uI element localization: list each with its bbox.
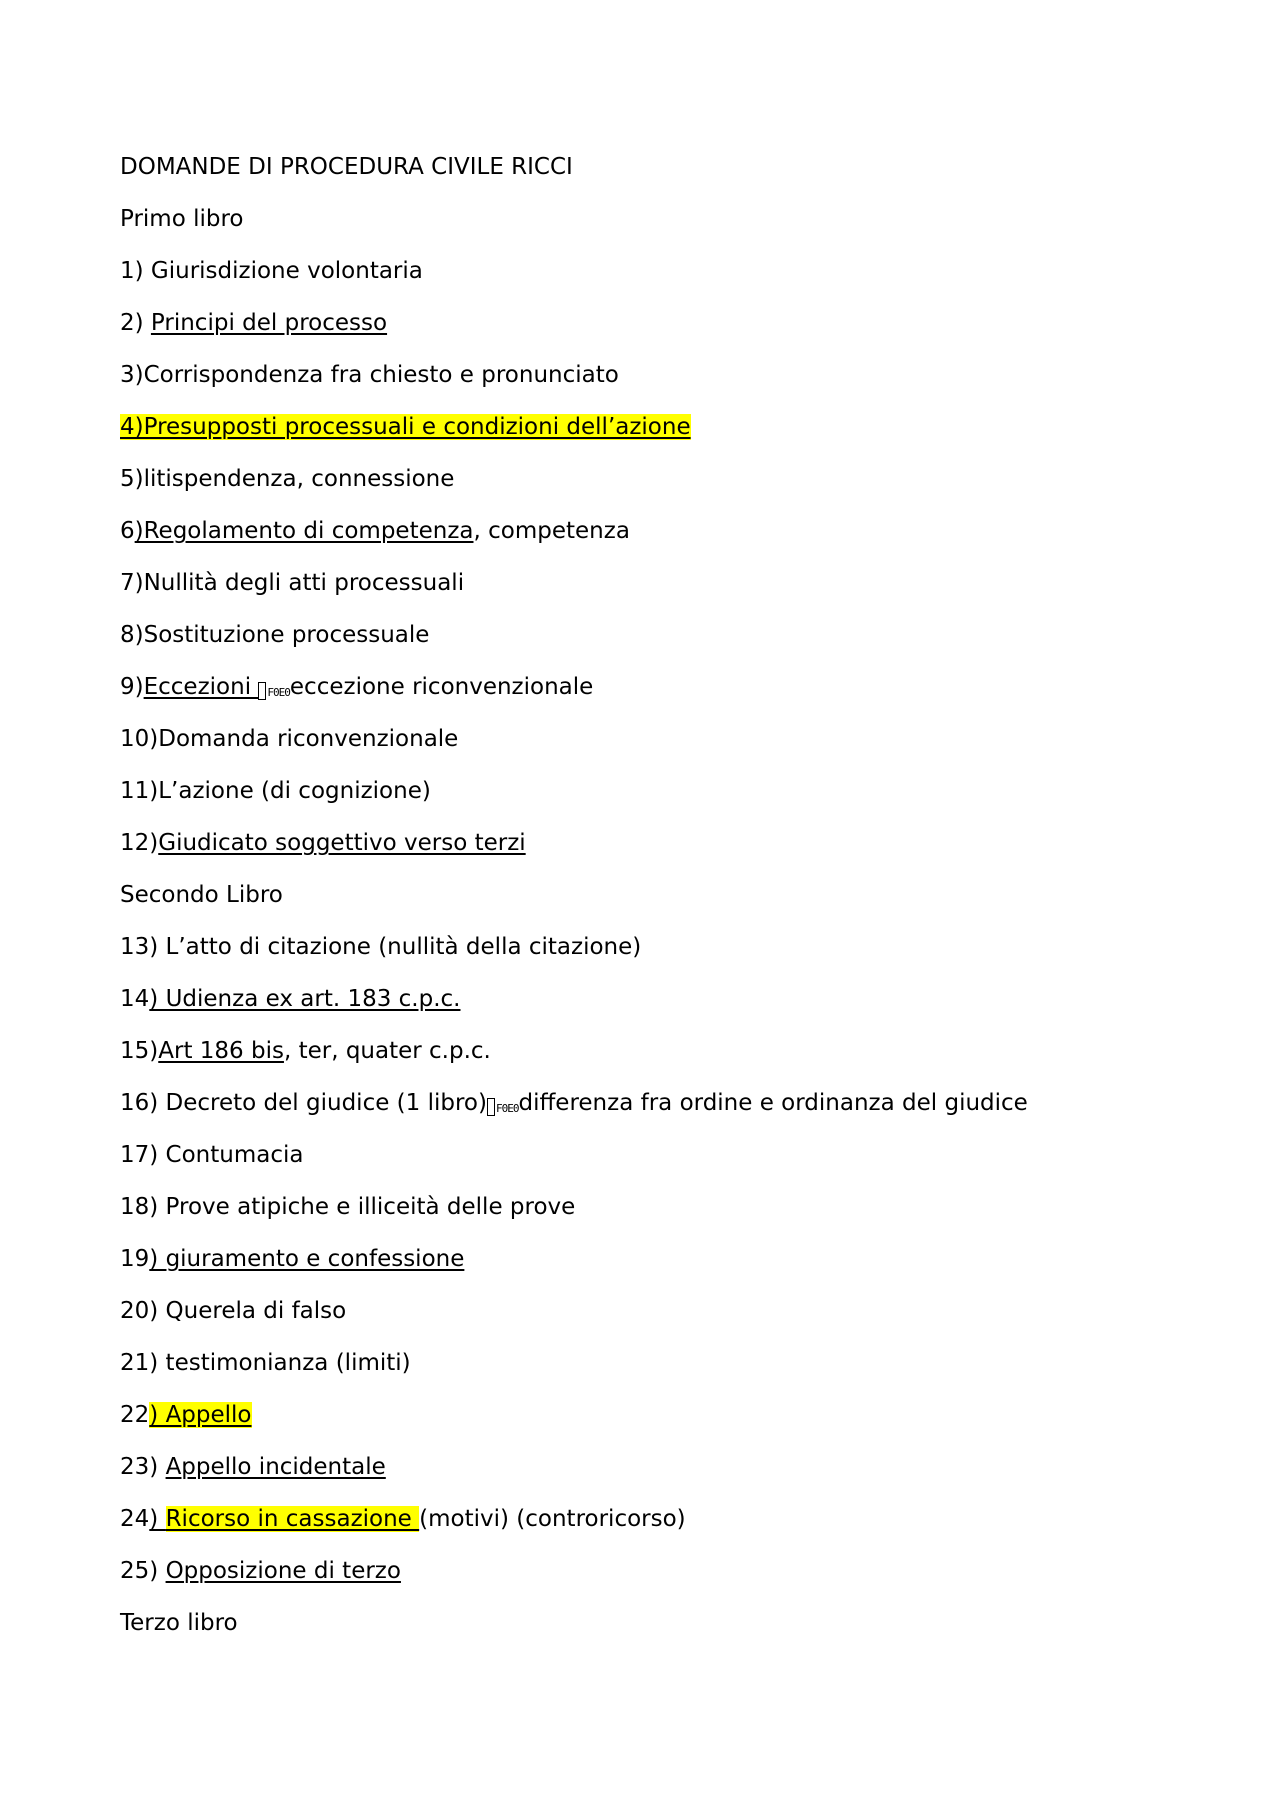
line-text: 8)Sostituzione processuale [120, 622, 430, 648]
line-text: 2) [120, 310, 151, 336]
missing-glyph-icon [487, 1098, 519, 1116]
document-line [120, 514, 1200, 548]
glyph-box [258, 682, 266, 700]
underlined-text: ) [149, 1506, 166, 1532]
line-text: Secondo Libro [120, 882, 283, 908]
document-line [120, 1294, 1200, 1328]
highlighted-text: Ricorso in cassazione [165, 1506, 420, 1532]
line-text: Terzo libro [120, 1610, 238, 1636]
document-line [120, 1346, 1200, 1380]
document-line [120, 1398, 1200, 1432]
line-text: 19 [120, 1246, 150, 1272]
document-line [120, 722, 1200, 756]
line-text: 14 [120, 986, 150, 1012]
line-text: 23) [120, 1454, 166, 1480]
line-text: 18) Prove atipiche e illiceità delle prove [120, 1194, 576, 1220]
glyph-code: F0E0 [267, 686, 290, 699]
document-line [120, 566, 1200, 600]
line-text: 9) [120, 674, 144, 700]
underlined-text: Giudicato soggettivo verso terzi [158, 830, 526, 856]
document-line [120, 1554, 1200, 1588]
document-line [120, 1606, 1200, 1640]
line-text: Primo libro [120, 206, 244, 232]
line-text: 10)Domanda riconvenzionale [120, 726, 459, 752]
underlined-text: Appello incidentale [165, 1454, 386, 1480]
document-line [120, 670, 1200, 704]
line-text: differenza fra ordine e ordinanza del giudice [518, 1090, 1028, 1116]
highlighted-text: 4)Presupposti processuali e condizioni dell’azione [120, 414, 691, 440]
underlined-text: Principi del processo [150, 310, 388, 336]
glyph-code: F0E0 [495, 1102, 519, 1115]
line-text: 7)Nullità degli atti processuali [120, 570, 465, 596]
document-line [120, 202, 1200, 236]
line-text: 3)Corrispondenza fra chiesto e pronunciato [120, 362, 619, 388]
document-title: DOMANDE DI PROCEDURA CIVILE RICCI [120, 154, 573, 180]
line-text: 11)L’azione (di cognizione) [120, 778, 431, 804]
document-line [120, 618, 1200, 652]
glyph-box [487, 1098, 495, 1116]
highlighted-text: ) Appello [149, 1402, 252, 1428]
document-line [120, 878, 1200, 912]
underlined-text: )Regolamento di competenza [134, 518, 474, 544]
document-line [120, 358, 1200, 392]
document-line [120, 982, 1200, 1016]
document-line [120, 1138, 1200, 1172]
document-body [120, 150, 1200, 1658]
line-text: 22 [120, 1402, 150, 1428]
document-line [120, 826, 1200, 860]
line-text: eccezione riconvenzionale [289, 674, 594, 700]
document-line [120, 1086, 1200, 1120]
line-text: 20) Querela di falso [120, 1298, 347, 1324]
line-text: 17) Contumacia [120, 1142, 304, 1168]
line-text: 6 [120, 518, 135, 544]
line-text: 25) [120, 1558, 166, 1584]
line-text: 15) [120, 1038, 159, 1064]
underlined-text: Art 186 bis [158, 1038, 284, 1064]
document-line [120, 774, 1200, 808]
line-text: , ter, quater c.p.c. [283, 1038, 491, 1064]
line-text: , competenza [473, 518, 630, 544]
underlined-text: Opposizione di terzo [165, 1558, 401, 1584]
document-line [120, 1242, 1200, 1276]
line-text: 5)litispendenza, connessione [120, 466, 455, 492]
missing-glyph-icon [258, 682, 290, 700]
document-line [120, 462, 1200, 496]
document-line [120, 930, 1200, 964]
underlined-text: ) giuramento e confessione [149, 1246, 465, 1272]
line-text: 1) Giurisdizione volontaria [120, 258, 423, 284]
line-text: 12) [120, 830, 159, 856]
underlined-text: ) Udienza ex art. 183 c.p.c. [149, 986, 461, 1012]
line-text: 16) Decreto del giudice (1 libro) [120, 1090, 487, 1116]
line-text: 21) testimonianza (limiti) [120, 1350, 411, 1376]
document-line [120, 1450, 1200, 1484]
document-line [120, 306, 1200, 340]
document-line [120, 254, 1200, 288]
document-line [120, 1034, 1200, 1068]
document-line [120, 1190, 1200, 1224]
underlined-text: Eccezioni [143, 674, 259, 700]
document-line [120, 410, 1200, 444]
line-text: 13) L’atto di citazione (nullità della citazione) [120, 934, 642, 960]
line-text: (motivi) (controricorso) [419, 1506, 686, 1532]
document-line [120, 1502, 1200, 1536]
line-text: 24 [120, 1506, 150, 1532]
